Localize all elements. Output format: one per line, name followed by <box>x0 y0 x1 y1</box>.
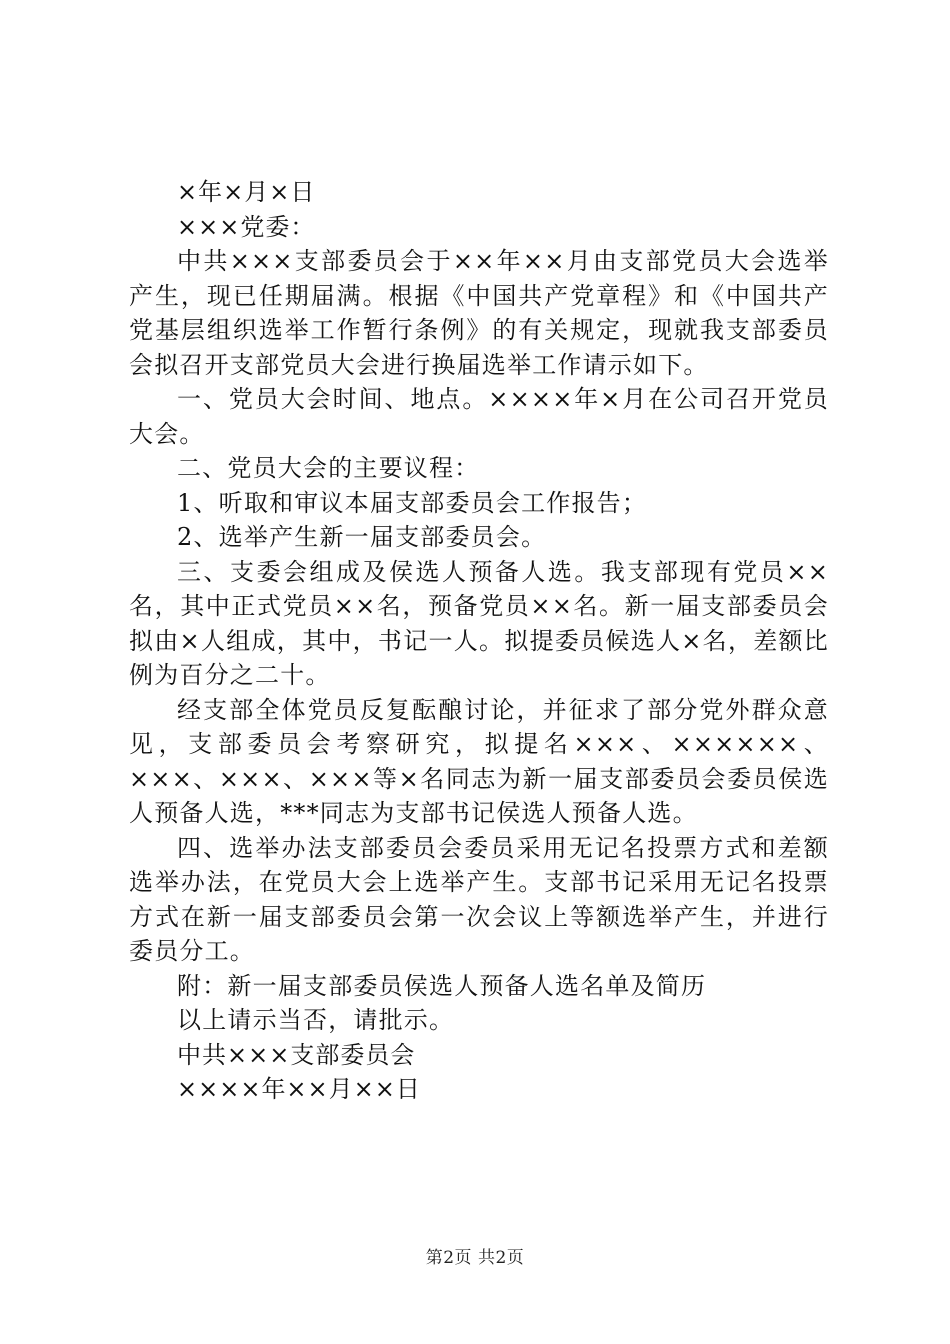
document-body <box>129 175 829 1107</box>
recipient-line: ×××党委： <box>177 212 316 241</box>
agenda-item-1: 1、听取和审议本届支部委员会工作报告； <box>177 488 648 517</box>
attachment-line: 附：新一届支部委员侯选人预备人选名单及简历 <box>177 971 707 1000</box>
paragraph-section-1: 一、党员大会时间、地点。××××年×月在公司召开党员大会。 <box>129 385 829 448</box>
agenda-item-2: 2、选举产生新一届支部委员会。 <box>177 523 547 551</box>
closing-line: 以上请示当否，请批示。 <box>177 1006 455 1034</box>
signature-org: 中共×××支部委员会 <box>177 1040 416 1069</box>
date-line: ×年×月×日 <box>177 178 316 206</box>
paragraph-intro: 中共×××支部委员会于××年××月由支部党员大会选举产生，现已任期届满。根据《中国共产党章程》和《中国共产党基层组织选举工作暂行条例》的有关规定，现就我支部委员会拟召开支部党员大会进行换届选举工作请示如下。 <box>129 247 829 379</box>
page-number-footer: 第2页 共2页 <box>425 1248 525 1268</box>
paragraph-nomination: 经支部全体党员反复酝酿讨论，并征求了部分党外群众意见，支部委员会考察研究，拟提名×××、××××××、×××、×××、×××等×名同志为新一届支部委员会委员侯选人预备人选，***同志为支部书记侯选人预备人选。 <box>129 695 829 827</box>
signature-date: ××××年××月××日 <box>177 1075 421 1103</box>
paragraph-section-3: 三、支委会组成及侯选人预备人选。我支部现有党员××名，其中正式党员××名，预备党员××名。新一届支部委员会拟由×人组成，其中，书记一人。拟提委员候选人×名，差额比例为百分之二十。 <box>129 557 829 689</box>
paragraph-section-4: 四、选举办法支部委员会委员采用无记名投票方式和差额选举办法，在党员大会上选举产生。支部书记采用无记名投票方式在新一届支部委员会第一次会议上等额选举产生，并进行委员分工。 <box>129 833 829 965</box>
paragraph-section-2: 二、党员大会的主要议程： <box>177 454 480 482</box>
